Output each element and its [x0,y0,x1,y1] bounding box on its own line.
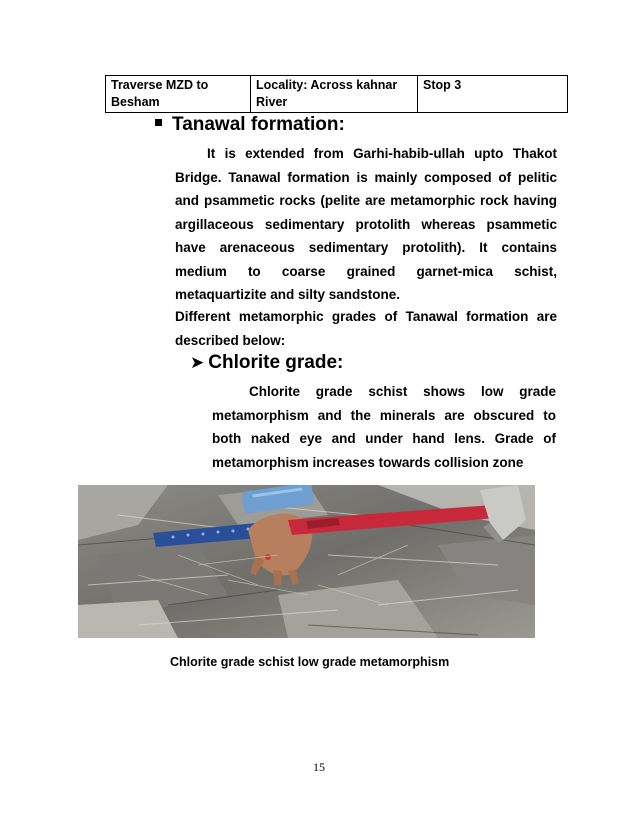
subsection-title: Chlorite grade: [208,352,344,373]
section-title: Tanawal formation: [172,114,345,135]
header-locality: Locality: Across kahnar River [251,76,418,113]
arrow-bullet-icon: ➤ [190,353,205,372]
header-table [105,75,568,113]
square-bullet-icon [155,119,162,126]
header-traverse: Traverse MZD to Besham [106,76,251,113]
schist-photo-image [78,485,535,638]
section-paragraph-1 [175,142,557,307]
subsection-paragraph-text: Chlorite grade schist shows low grade metamorphism and the minerals are obscured to both naked eye and under hand lens. Grade of metamorphism increases towards collision zone [212,384,556,470]
section-paragraph-1-text: It is extended from Garhi-habib-ullah upto Thakot Bridge. Tanawal formation is mainly composed of pelitic and psammetic rocks (pelite are metamorphic rock having argillaceous sedimentary protolith whereas psammetic have arenaceous sedimentary protolith). It contains medium to coarse grained garnet-mica schist, metaquartizite and silty sandstone. [175,146,557,302]
schist-photo [78,485,535,638]
header-stop: Stop 3 [418,76,568,113]
figure-caption: Chlorite grade schist low grade metamorphism [170,655,450,669]
subsection-heading [190,352,343,374]
page-number: 15 [313,760,325,774]
section-heading [155,114,345,136]
section-paragraph-2: Different metamorphic grades of Tanawal formation are described below: [175,309,557,348]
subsection-paragraph [212,380,556,474]
